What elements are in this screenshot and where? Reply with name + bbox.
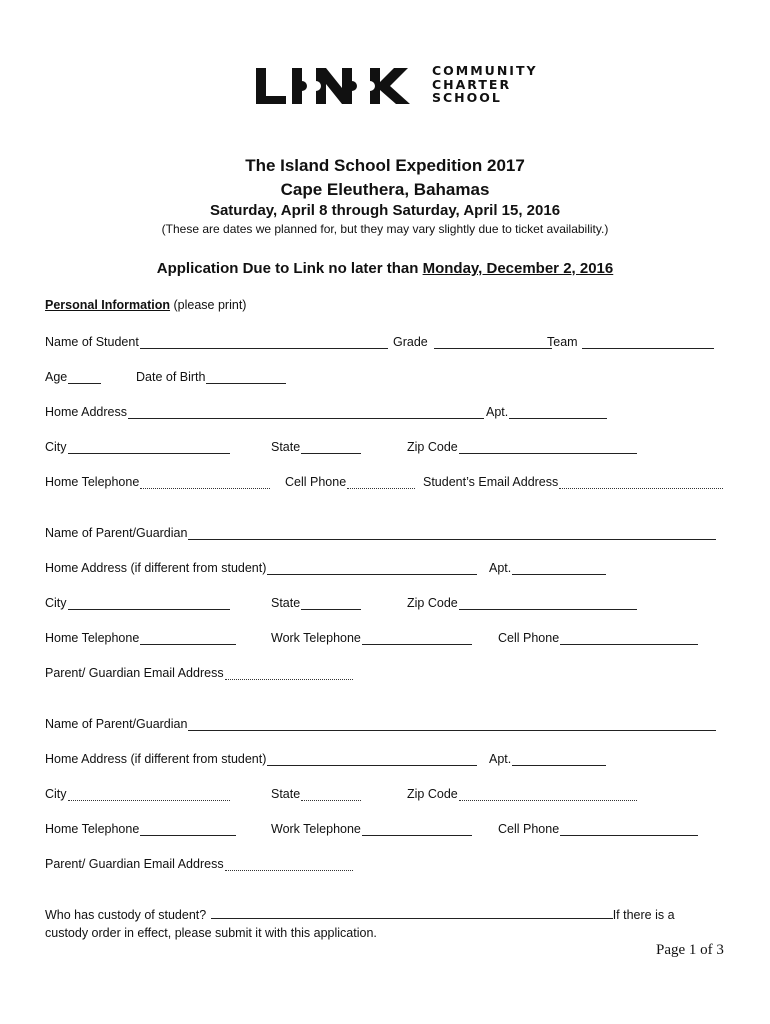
location-heading: Cape Eleuthera, Bahamas: [280, 180, 490, 199]
field-label: Home Address (if different from student): [45, 561, 267, 575]
guardian2-name-row: [45, 715, 735, 731]
field-label: Home Telephone: [45, 631, 140, 645]
cell-phone-field[interactable]: [285, 473, 415, 489]
custody-question-line: [45, 906, 735, 924]
field-label: Zip Code: [407, 596, 458, 610]
guardian2-city-input[interactable]: [68, 788, 230, 801]
state-field[interactable]: [271, 438, 361, 454]
guardian2-apt-input[interactable]: [512, 753, 606, 766]
guardian2-work-phone-field[interactable]: [271, 820, 472, 836]
guardian2-zip-input[interactable]: [459, 788, 637, 801]
team-input[interactable]: [582, 336, 714, 349]
home-address-row: [45, 403, 735, 419]
guardian1-state-field[interactable]: [271, 594, 361, 610]
city-state-zip-row: [45, 438, 735, 454]
field-label: Zip Code: [407, 440, 458, 454]
custody-section: [45, 906, 735, 942]
guardian2-city-row: [45, 785, 735, 801]
guardian1-address-input[interactable]: [267, 562, 477, 575]
cell-phone-input[interactable]: [347, 476, 415, 489]
guardian2-cell-phone-input[interactable]: [560, 823, 698, 836]
guardian2-state-input[interactable]: [301, 788, 361, 801]
field-label: Work Telephone: [271, 822, 361, 836]
guardian2-apt-field[interactable]: [489, 750, 606, 766]
guardian1-cell-phone-field[interactable]: [498, 629, 698, 645]
field-label: Zip Code: [407, 787, 458, 801]
guardian1-work-phone-field[interactable]: [271, 629, 472, 645]
dates-heading: Saturday, April 8 through Saturday, April 15, 2016: [209, 202, 561, 219]
guardian2-zip-field[interactable]: [407, 785, 637, 801]
guardian1-email-input[interactable]: [225, 667, 353, 680]
field-label: State: [271, 787, 301, 801]
field-label: Parent/ Guardian Email Address: [45, 666, 224, 680]
state-input[interactable]: [301, 441, 361, 454]
guardian2-state-field[interactable]: [271, 785, 361, 801]
guardian1-city-input[interactable]: [68, 597, 230, 610]
field-label: Age: [45, 370, 68, 384]
field-label: Cell Phone: [285, 475, 347, 489]
guardian2-work-phone-input[interactable]: [362, 823, 472, 836]
guardian1-city-field[interactable]: [45, 594, 230, 610]
field-label: Apt.: [489, 752, 512, 766]
field-label: Home Address: [45, 405, 127, 419]
custody-note-1: If there is a: [612, 908, 675, 922]
field-label: Home Telephone: [45, 475, 140, 489]
field-label: Student’s Email Address: [423, 475, 559, 489]
personal-info-heading: [45, 298, 246, 312]
age-dob-row: [45, 368, 735, 384]
logo-line-charter: CHARTER: [432, 76, 512, 92]
guardian2-email-input[interactable]: [225, 858, 353, 871]
field-label: Name of Student: [45, 335, 139, 349]
field-label: Date of Birth: [136, 370, 206, 384]
home-phone-input[interactable]: [140, 476, 270, 489]
field-label: Grade: [393, 335, 428, 349]
guardian1-city-row: [45, 594, 735, 610]
due-date-heading: [0, 260, 770, 277]
guardian2-address-row: [45, 750, 735, 766]
guardian2-cell-phone-field[interactable]: [498, 820, 698, 836]
logo-school-name: [432, 64, 538, 105]
dates-note: (These are dates we planned for, but they may vary slightly due to ticket availability.): [161, 222, 609, 236]
guardian1-zip-field[interactable]: [407, 594, 637, 610]
field-label: Apt.: [489, 561, 512, 575]
age-field[interactable]: [45, 368, 101, 384]
guardian1-name-row: [45, 524, 735, 540]
student-phone-email-row: [45, 473, 735, 489]
grade-input[interactable]: [434, 336, 552, 349]
field-label: City: [45, 787, 67, 801]
guardian1-cell-phone-input[interactable]: [560, 632, 698, 645]
grade-field[interactable]: [393, 333, 552, 349]
field-label: State: [271, 596, 301, 610]
field-label: State: [271, 440, 301, 454]
logo-line-community: COMMUNITY: [432, 63, 538, 78]
dob-field[interactable]: [136, 368, 286, 384]
guardian1-work-phone-input[interactable]: [362, 632, 472, 645]
home-address-field[interactable]: [45, 403, 484, 419]
link-logo: [254, 63, 538, 108]
dob-input[interactable]: [206, 371, 286, 384]
guardian2-email-field[interactable]: [45, 855, 353, 871]
page-title: The Island School Expedition 2017: [245, 156, 525, 175]
guardian1-zip-input[interactable]: [459, 597, 637, 610]
home-phone-field[interactable]: [45, 473, 270, 489]
field-label: Cell Phone: [498, 822, 560, 836]
guardian2-city-field[interactable]: [45, 785, 230, 801]
guardian1-name-field[interactable]: [45, 524, 716, 540]
guardian2-phone-row: [45, 820, 735, 836]
zip-field[interactable]: [407, 438, 637, 454]
section-title: Personal Information: [45, 298, 171, 312]
field-label: City: [45, 596, 67, 610]
team-field[interactable]: [547, 333, 714, 349]
guardian1-address-field[interactable]: [45, 559, 477, 575]
field-label: Parent/ Guardian Email Address: [45, 857, 224, 871]
field-label: Cell Phone: [498, 631, 560, 645]
section-note: (please print): [170, 298, 247, 312]
guardian1-state-input[interactable]: [301, 597, 361, 610]
guardian2-address-input[interactable]: [267, 753, 477, 766]
custody-input[interactable]: [211, 906, 613, 919]
guardian2-name-field[interactable]: [45, 715, 716, 731]
page-number: Page 1 of 3: [656, 942, 724, 958]
zip-input[interactable]: [459, 441, 637, 454]
field-label: City: [45, 440, 67, 454]
student-email-input[interactable]: [559, 476, 723, 489]
guardian2-name-input[interactable]: [188, 718, 716, 731]
student-name-field[interactable]: [45, 333, 388, 349]
custody-question: Who has custody of student?: [45, 908, 207, 922]
logo-line-school: SCHOOL: [432, 90, 502, 105]
guardian1-apt-input[interactable]: [512, 562, 606, 575]
guardian1-apt-field[interactable]: [489, 559, 606, 575]
guardian1-email-row: [45, 664, 735, 680]
guardian1-email-field[interactable]: [45, 664, 353, 680]
guardian1-home-phone-field[interactable]: [45, 629, 236, 645]
field-label: Work Telephone: [271, 631, 361, 645]
city-input[interactable]: [68, 441, 230, 454]
city-field[interactable]: [45, 438, 230, 454]
guardian2-home-phone-field[interactable]: [45, 820, 236, 836]
age-input[interactable]: [68, 371, 101, 384]
guardian1-name-input[interactable]: [188, 527, 716, 540]
field-label: Apt.: [486, 405, 509, 419]
field-label: Name of Parent/Guardian: [45, 526, 188, 540]
due-date: Monday, December 2, 2016: [422, 260, 614, 277]
student-name-row: [45, 333, 735, 349]
field-label: Home Telephone: [45, 822, 140, 836]
due-prefix: Application Due to Link no later than: [156, 260, 423, 277]
student-name-input[interactable]: [140, 336, 388, 349]
apt-input[interactable]: [509, 406, 607, 419]
guardian1-address-row: [45, 559, 735, 575]
field-label: Home Address (if different from student): [45, 752, 267, 766]
home-address-input[interactable]: [128, 406, 484, 419]
custody-note-2: custody order in effect, please submit it with this application.: [45, 926, 377, 940]
field-label: Name of Parent/Guardian: [45, 717, 188, 731]
field-label: Team: [547, 335, 578, 349]
guardian1-phone-row: [45, 629, 735, 645]
student-email-field[interactable]: [423, 473, 723, 489]
guardian2-address-field[interactable]: [45, 750, 477, 766]
guardian2-email-row: [45, 855, 735, 871]
guardian2-home-phone-input[interactable]: [140, 823, 236, 836]
guardian1-home-phone-input[interactable]: [140, 632, 236, 645]
apt-field[interactable]: [486, 403, 607, 419]
puzzle-piece-logo-icon: [254, 64, 426, 108]
